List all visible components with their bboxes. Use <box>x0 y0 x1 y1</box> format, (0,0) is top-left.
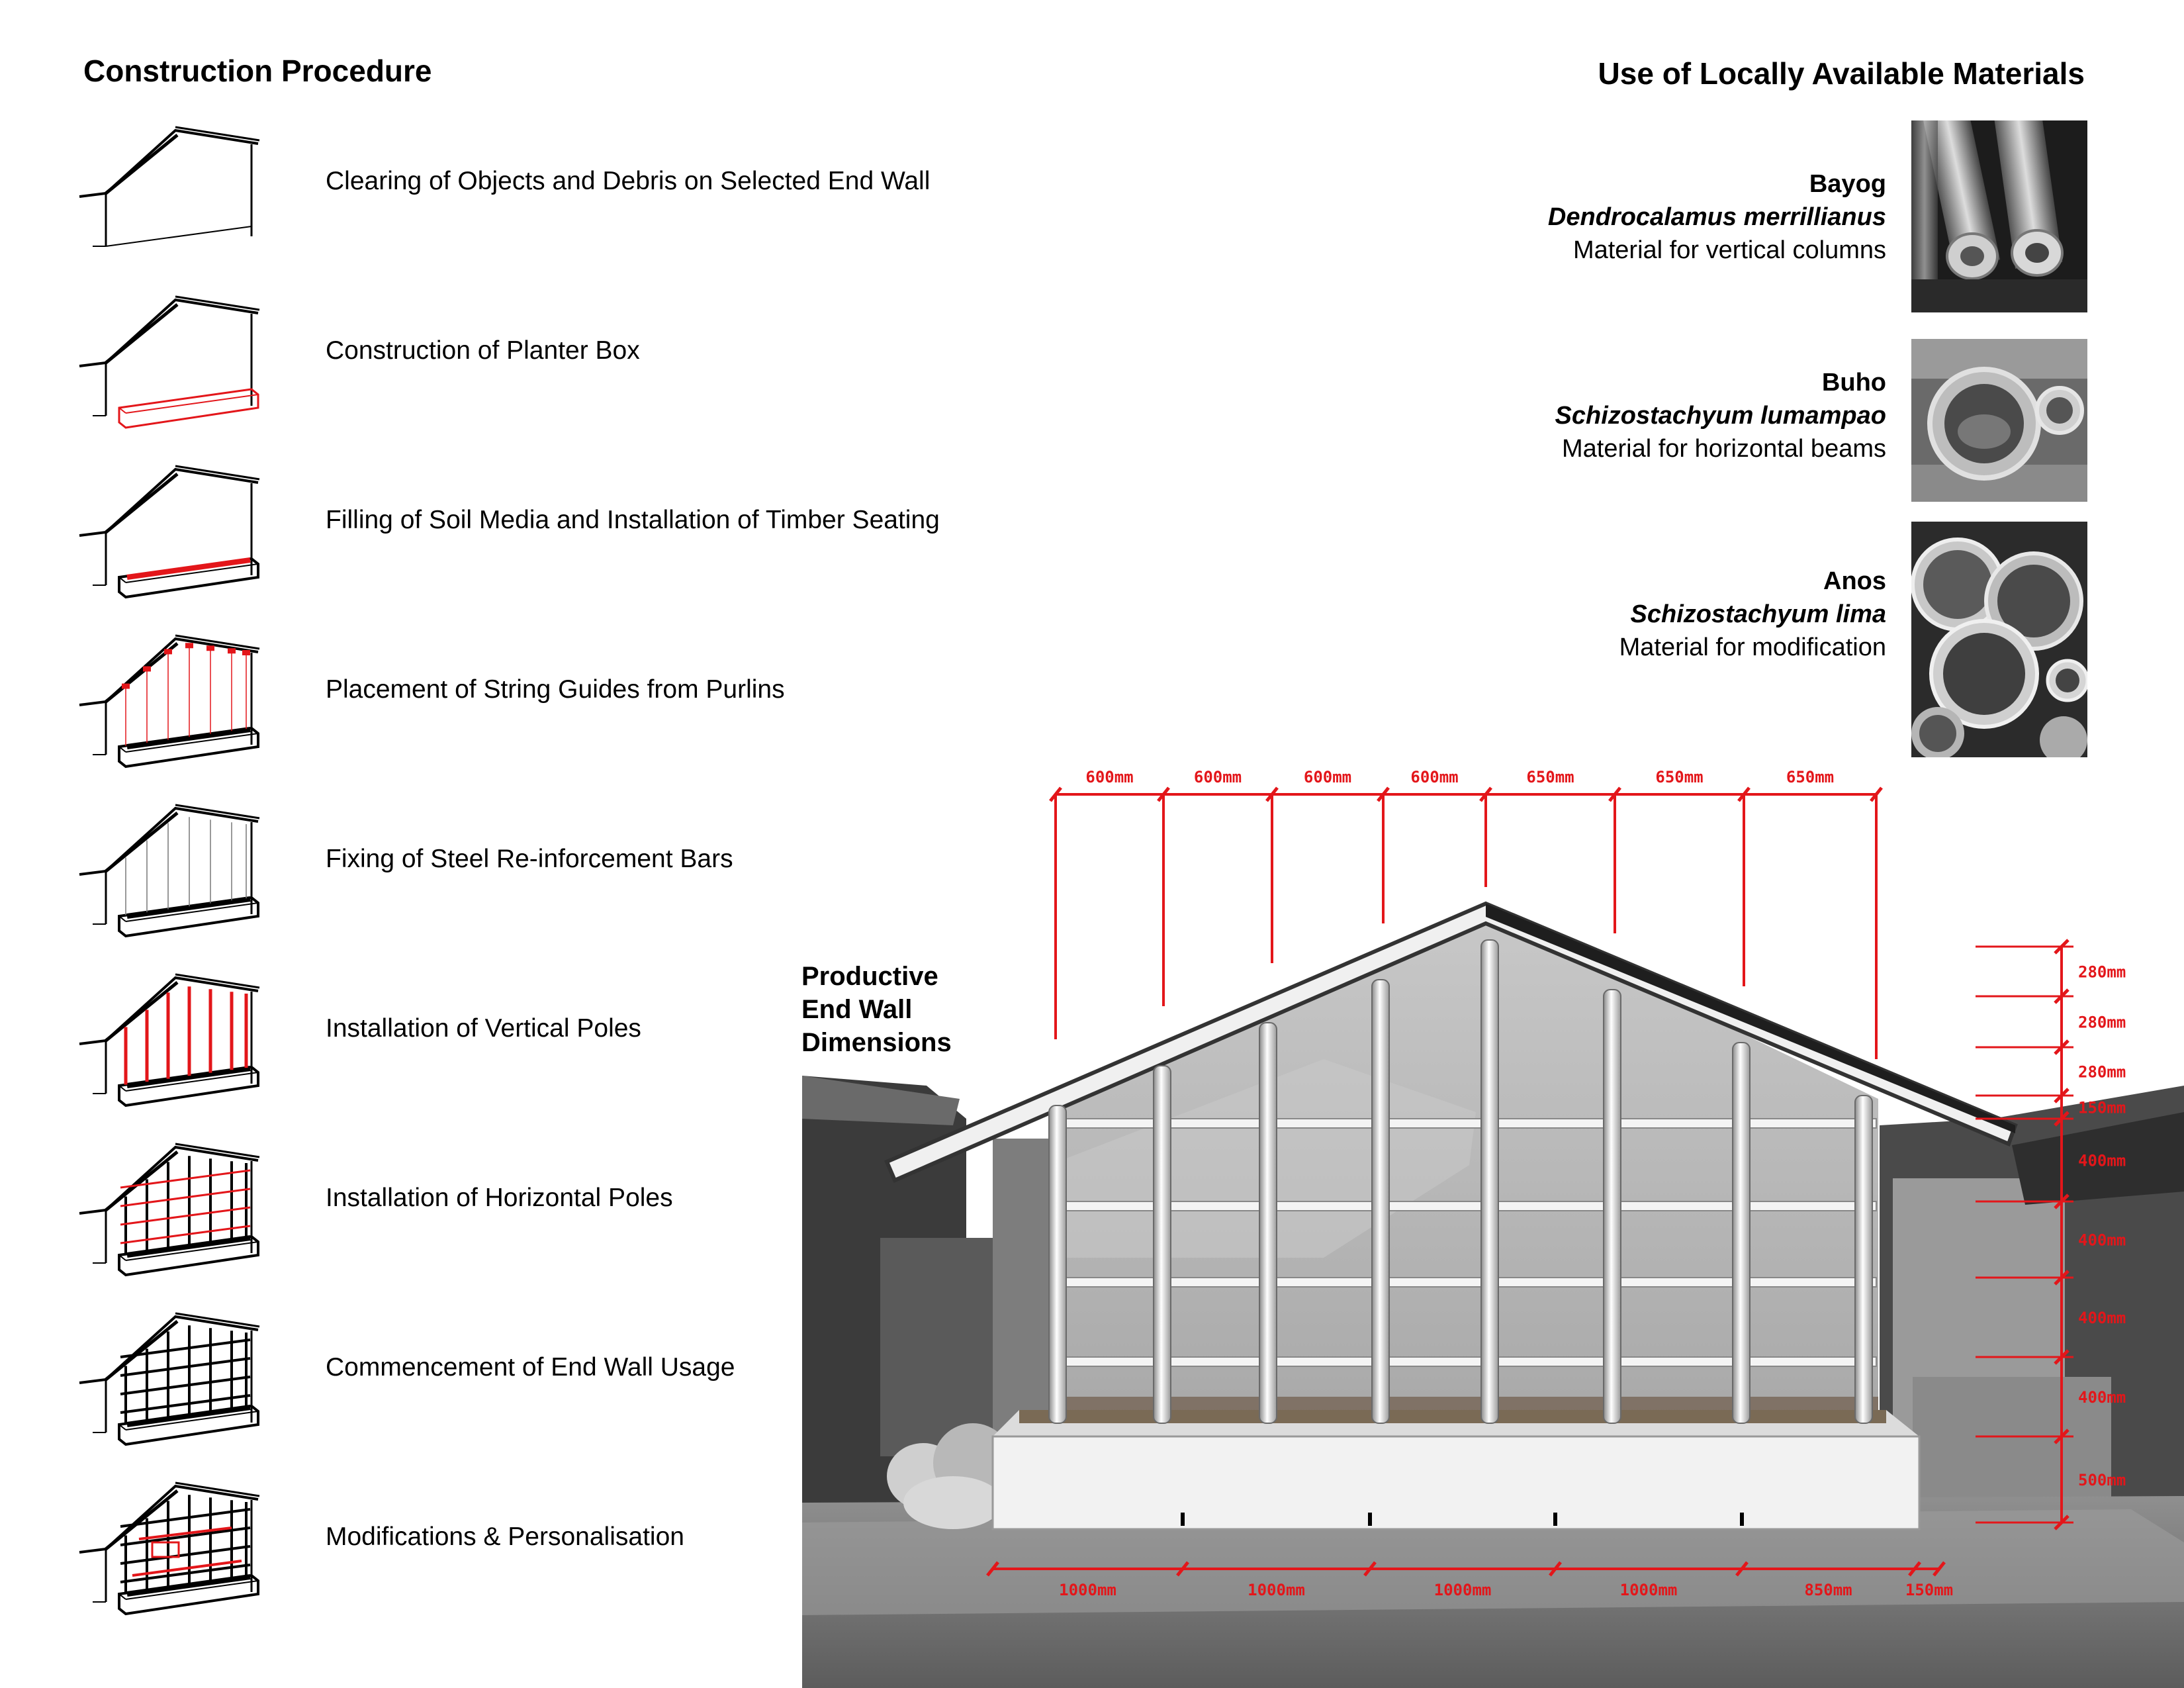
procedure-step-label: Clearing of Objects and Debris on Selected End Wall <box>326 167 931 195</box>
vertical-pole <box>1372 980 1389 1423</box>
top-spacing-label: 600mm <box>1193 768 1242 786</box>
material-use: Material for modification <box>1619 633 1886 661</box>
vertical-spacing-label: 400mm <box>2078 1151 2126 1170</box>
dimensions-title-line: End Wall <box>801 995 913 1024</box>
procedure-step-label: Commencement of End Wall Usage <box>326 1353 735 1382</box>
vertical-spacing-label: 400mm <box>2078 1388 2126 1407</box>
material-name: Anos <box>1823 567 1886 595</box>
vertical-pole <box>1733 1043 1750 1423</box>
material-name: Bayog <box>1809 170 1886 198</box>
material-name: Buho <box>1821 369 1886 397</box>
planter-box <box>993 1410 1919 1529</box>
horizontal-beam <box>1056 1201 1876 1211</box>
bottom-spacing-label: 1000mm <box>1059 1581 1116 1599</box>
material-use: Material for horizontal beams <box>1562 435 1886 463</box>
bottom-spacing-label: 850mm <box>1804 1581 1852 1599</box>
procedure-step-label: Installation of Horizontal Poles <box>326 1184 673 1212</box>
vertical-spacing-label: 280mm <box>2078 1062 2126 1082</box>
procedure-step-label: Filling of Soil Media and Installation of Timber Seating <box>326 506 940 534</box>
top-spacing-label: 600mm <box>1303 768 1352 786</box>
vertical-spacing-label: 400mm <box>2078 1309 2126 1327</box>
bottom-spacing-label: 1000mm <box>1619 1581 1678 1599</box>
bottom-spacing-label: 1000mm <box>1248 1581 1305 1599</box>
dimensions-title-line: Dimensions <box>801 1028 952 1057</box>
vertical-pole <box>1481 940 1498 1423</box>
horizontal-beam <box>1056 1119 1876 1128</box>
horizontal-beam <box>1056 1278 1876 1287</box>
vertical-pole <box>1855 1096 1872 1423</box>
vertical-spacing-label: 150mm <box>2078 1098 2126 1117</box>
vertical-pole <box>1154 1066 1171 1423</box>
procedure-step-label: Installation of Vertical Poles <box>326 1014 641 1043</box>
procedure-step-label: Placement of String Guides from Purlins <box>326 675 785 704</box>
vertical-spacing-label: 500mm <box>2078 1471 2126 1489</box>
vertical-spacing-label: 280mm <box>2078 962 2126 982</box>
top-spacing-label: 600mm <box>1085 768 1134 786</box>
material-scientific-name: Dendrocalamus merrillianus <box>1547 203 1886 231</box>
top-spacing-label: 650mm <box>1786 768 1835 786</box>
material-scientific-name: Schizostachyum lima <box>1630 600 1886 628</box>
vertical-pole <box>1604 990 1621 1423</box>
top-spacing-label: 650mm <box>1526 768 1574 786</box>
horizontal-beam <box>1056 1357 1876 1366</box>
dimensions-title-line: Productive <box>801 962 938 991</box>
bottom-spacing-label: 1000mm <box>1433 1581 1492 1599</box>
procedure-step-label: Construction of Planter Box <box>326 336 640 365</box>
gable-wall <box>1049 910 1878 1423</box>
vertical-spacing-label: 400mm <box>2078 1231 2126 1250</box>
materials-title: Use of Locally Available Materials <box>1598 56 2085 91</box>
material-use: Material for vertical columns <box>1572 236 1886 264</box>
procedure-title: Construction Procedure <box>83 54 432 88</box>
top-spacing-label: 600mm <box>1410 768 1459 786</box>
vertical-pole <box>1259 1023 1277 1423</box>
vertical-pole <box>1049 1105 1066 1423</box>
top-spacing-label: 650mm <box>1655 768 1704 786</box>
vertical-spacing-label: 280mm <box>2078 1013 2126 1032</box>
bottom-spacing-label: 150mm <box>1905 1581 1954 1599</box>
procedure-step-label: Fixing of Steel Re-inforcement Bars <box>326 845 733 873</box>
material-scientific-name: Schizostachyum lumampao <box>1555 402 1886 430</box>
procedure-step-label: Modifications & Personalisation <box>326 1523 684 1551</box>
